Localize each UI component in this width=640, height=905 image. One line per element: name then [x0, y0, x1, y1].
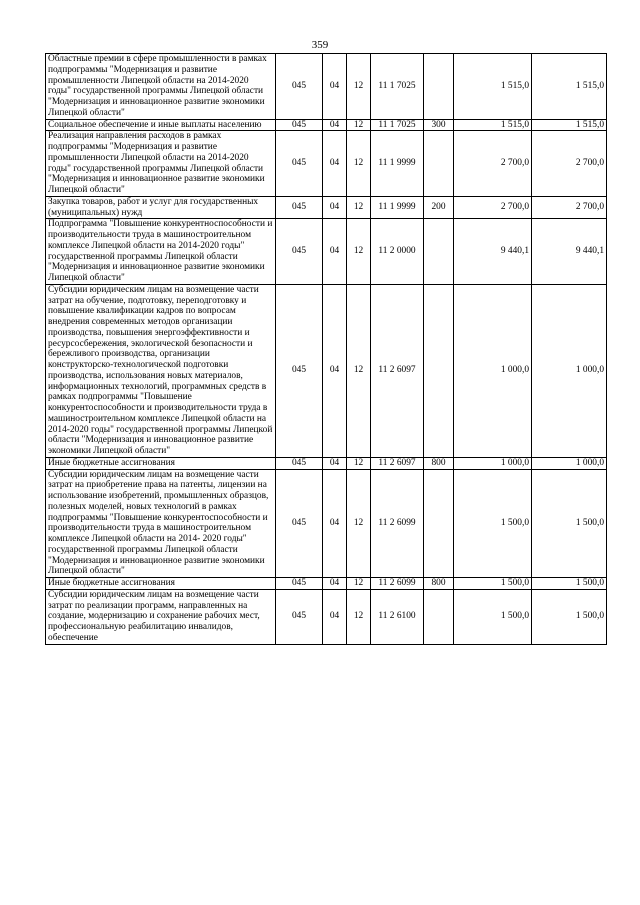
row-amount-2: 1 515,0	[532, 54, 607, 120]
row-name: Реализация направления расходов в рамках подпрограммы "Модернизация и развитие промышленности Липецкой области на 2014-2020 годы" государственной программы Липецкой области "Модернизация и инновационное развитие экономики Липецкой области"	[46, 131, 276, 197]
table-row	[46, 196, 607, 219]
table-row	[46, 119, 607, 131]
row-grbs-code: 045	[276, 589, 323, 644]
row-amount-2: 1 500,0	[532, 469, 607, 578]
row-subsection-code: 12	[347, 578, 371, 590]
page-number: 359	[311, 39, 329, 51]
row-grbs-code: 045	[276, 469, 323, 578]
row-section-code: 04	[323, 589, 347, 644]
table-row	[46, 589, 607, 644]
row-amount-1: 1 515,0	[454, 54, 532, 120]
row-subsection-code: 12	[347, 54, 371, 120]
row-section-code: 04	[323, 131, 347, 197]
row-grbs-code: 045	[276, 196, 323, 219]
row-expense-type: 800	[424, 578, 454, 590]
row-amount-1: 1 515,0	[454, 119, 532, 131]
table-row	[46, 131, 607, 197]
row-target-article: 11 1 7025	[371, 54, 424, 120]
row-subsection-code: 12	[347, 119, 371, 131]
table-row	[46, 457, 607, 469]
row-amount-2: 1 000,0	[532, 284, 607, 457]
row-grbs-code: 045	[276, 119, 323, 131]
row-target-article: 11 1 9999	[371, 196, 424, 219]
row-subsection-code: 12	[347, 457, 371, 469]
row-section-code: 04	[323, 119, 347, 131]
row-amount-1: 1 500,0	[454, 589, 532, 644]
row-subsection-code: 12	[347, 284, 371, 457]
row-target-article: 11 2 6100	[371, 589, 424, 644]
row-name: Подпрограмма "Повышение конкурентноспособности и производительности труда в машиностроительном комплексе Липецкой области на 2014-2020 годы" государственной программы Липецкой области "Модернизация и инновационное развитие экономики Липецкой области"	[46, 219, 276, 285]
budget-table	[45, 53, 607, 645]
row-subsection-code: 12	[347, 469, 371, 578]
row-target-article: 11 2 6097	[371, 457, 424, 469]
row-section-code: 04	[323, 284, 347, 457]
row-section-code: 04	[323, 469, 347, 578]
row-section-code: 04	[323, 219, 347, 285]
table-row	[46, 54, 607, 120]
row-section-code: 04	[323, 578, 347, 590]
row-grbs-code: 045	[276, 457, 323, 469]
row-amount-2: 1 000,0	[532, 457, 607, 469]
row-expense-type: 200	[424, 196, 454, 219]
row-grbs-code: 045	[276, 578, 323, 590]
row-section-code: 04	[323, 457, 347, 469]
row-amount-1: 1 000,0	[454, 457, 532, 469]
row-grbs-code: 045	[276, 219, 323, 285]
row-amount-2: 2 700,0	[532, 196, 607, 219]
row-expense-type: 300	[424, 119, 454, 131]
row-subsection-code: 12	[347, 589, 371, 644]
table-row	[46, 284, 607, 457]
row-subsection-code: 12	[347, 131, 371, 197]
row-section-code: 04	[323, 196, 347, 219]
row-amount-1: 9 440,1	[454, 219, 532, 285]
row-expense-type	[424, 589, 454, 644]
row-amount-2: 1 515,0	[532, 119, 607, 131]
row-amount-1: 1 000,0	[454, 284, 532, 457]
row-name: Социальное обеспечение и иные выплаты населению	[46, 119, 276, 131]
row-name: Субсидии юридическим лицам на возмещение части затрат по реализации программ, направленных на создание, модернизацию и сохранение рабочих мест, профессиональную реабилитацию инвалидов, обеспечение	[46, 589, 276, 644]
row-section-code: 04	[323, 54, 347, 120]
row-amount-1: 2 700,0	[454, 131, 532, 197]
row-amount-2: 2 700,0	[532, 131, 607, 197]
row-amount-2: 9 440,1	[532, 219, 607, 285]
row-grbs-code: 045	[276, 54, 323, 120]
row-expense-type	[424, 131, 454, 197]
row-target-article: 11 1 7025	[371, 119, 424, 131]
row-name: Закупка товаров, работ и услуг для государственных (муниципальных) нужд	[46, 196, 276, 219]
row-target-article: 11 2 6097	[371, 284, 424, 457]
row-amount-1: 2 700,0	[454, 196, 532, 219]
row-target-article: 11 2 6099	[371, 469, 424, 578]
row-grbs-code: 045	[276, 284, 323, 457]
row-grbs-code: 045	[276, 131, 323, 197]
row-subsection-code: 12	[347, 196, 371, 219]
row-expense-type	[424, 54, 454, 120]
row-name: Иные бюджетные ассигнования	[46, 457, 276, 469]
row-expense-type	[424, 284, 454, 457]
row-subsection-code: 12	[347, 219, 371, 285]
row-target-article: 11 2 6099	[371, 578, 424, 590]
row-amount-1: 1 500,0	[454, 469, 532, 578]
table-row	[46, 469, 607, 578]
row-amount-2: 1 500,0	[532, 589, 607, 644]
row-expense-type: 800	[424, 457, 454, 469]
table-row	[46, 578, 607, 590]
row-name: Областные премии в сфере промышленности в рамках подпрограммы "Модернизация и развитие промышленности Липецкой области на 2014-2020 годы" государственной программы Липецкой области "Модернизация и инновационное развитие экономики Липецкой области"	[46, 54, 276, 120]
row-amount-2: 1 500,0	[532, 578, 607, 590]
row-target-article: 11 2 0000	[371, 219, 424, 285]
row-expense-type	[424, 219, 454, 285]
row-amount-1: 1 500,0	[454, 578, 532, 590]
row-name: Иные бюджетные ассигнования	[46, 578, 276, 590]
row-target-article: 11 1 9999	[371, 131, 424, 197]
table-row	[46, 219, 607, 285]
row-name: Субсидии юридическим лицам на возмещение части затрат на обучение, подготовку, переподготовку и повышение квалификации кадров по вопросам внедрения современных методов организации производства, повышения энергоэффективности и ресурсосбережения, экологической безопасности и бережливого производства, организации конструкторско-технологической подготовки производства, использования новых материалов, информационных технологий, программных средств в рамках подпрограммы "Повышение конкурентоспособности и производительности труда в машиностроительном комплексе Липецкой области на 2014-2020 годы" государственной программы Липецкой области "Модернизация и инновационное развитие экономики Липецкой области"	[46, 284, 276, 457]
row-expense-type	[424, 469, 454, 578]
row-name: Субсидии юридическим лицам на возмещение части затрат на приобретение права на патенты, лицензии на использование изобретений, промышленных образцов, полезных моделей, новых технологий в рамках подпрограммы "Повышение конкурентоспособности и производительности труда в машиностроительном комплексе Липецкой области на 2014- 2020 годы" государственной программы Липецкой области "Модернизация и инновационное развитие экономики Липецкой области"	[46, 469, 276, 578]
